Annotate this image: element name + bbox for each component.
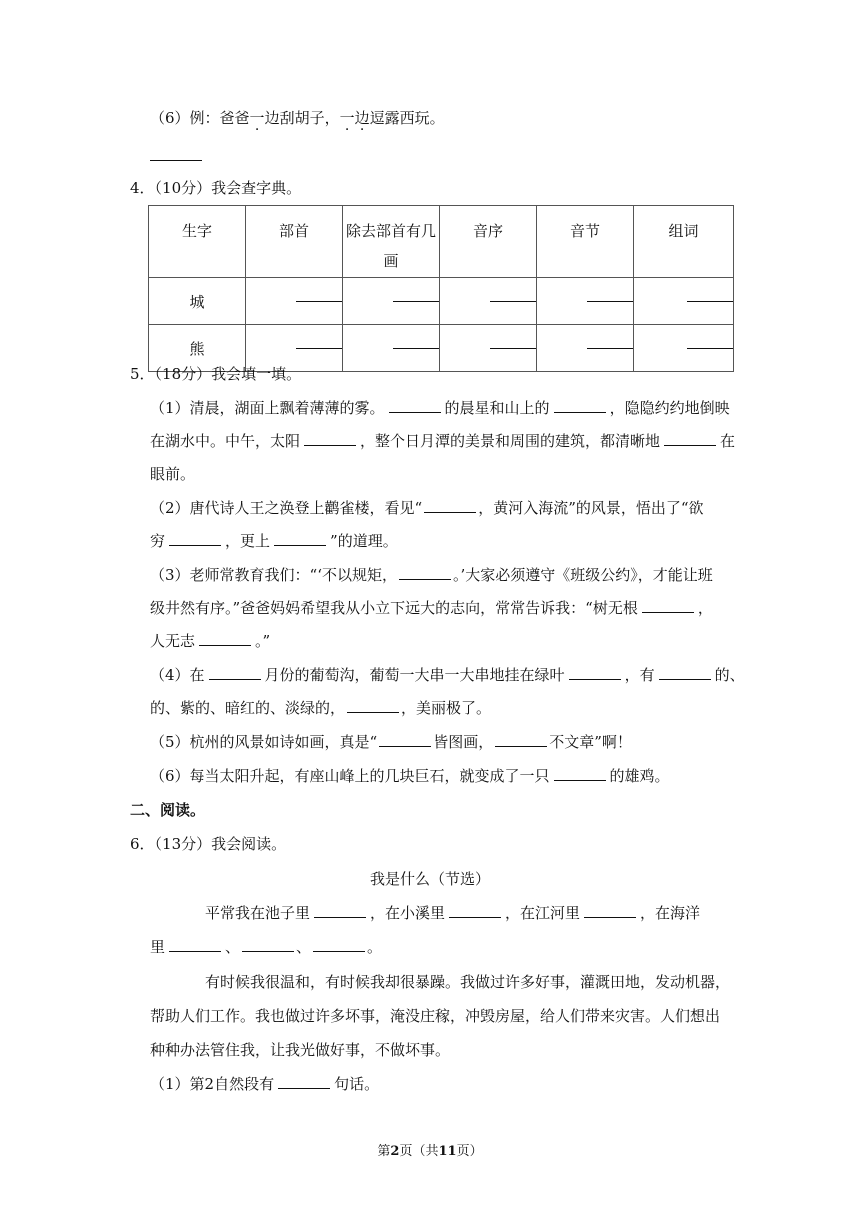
answer-blank[interactable]	[242, 937, 294, 952]
section-heading: 二、阅读。	[130, 801, 206, 819]
page-number: 2	[390, 1144, 400, 1159]
q3-6-mid: 边刮胡子，	[264, 109, 340, 127]
answer-blank[interactable]	[199, 631, 251, 646]
answer-cell[interactable]	[343, 278, 440, 325]
header-cell: 除去部首有几画	[343, 206, 440, 278]
passage-line: 里 、 、 。	[150, 938, 383, 956]
char-cell: 熊	[149, 325, 246, 372]
q5-line: （2）唐代诗人王之涣登上鹳雀楼，看见“ ，黄河入海流”的风景，悟出了“欲	[150, 499, 704, 517]
answer-cell[interactable]	[537, 278, 634, 325]
q5-line: （4）在 月份的葡萄沟，葡萄一大串一大串地挂在绿叶 ，有 的、	[150, 666, 745, 684]
answer-blank[interactable]	[209, 665, 261, 680]
answer-blank[interactable]	[642, 598, 694, 613]
answer-blank[interactable]	[449, 903, 501, 918]
table-row	[149, 278, 734, 325]
q6-title: 6．（13分）我会阅读。	[130, 835, 287, 853]
answer-blank[interactable]	[314, 903, 366, 918]
header-cell: 组词	[634, 206, 734, 278]
q5-line: 的、紫的、暗红的、淡绿的， ，美丽极了。	[150, 699, 492, 717]
answer-blank[interactable]	[278, 1074, 330, 1089]
q3-6-example	[150, 108, 445, 128]
table-header-row	[149, 206, 734, 278]
answer-blank[interactable]	[554, 766, 606, 781]
answer-blank[interactable]	[379, 732, 431, 747]
answer-blank[interactable]	[424, 498, 476, 513]
answer-blank[interactable]	[495, 732, 547, 747]
passage-line: 有时候我很温和，有时候我却很暴躁。我做过许多好事，灌溉田地，发动机器，	[205, 973, 731, 991]
answer-cell[interactable]	[537, 325, 634, 372]
header-cell: 部首	[246, 206, 343, 278]
q5-line: 人无志 。”	[150, 632, 271, 650]
answer-blank[interactable]	[659, 665, 711, 680]
passage-line: 平常我在池子里 ，在小溪里 ，在江河里 ，在海洋	[205, 904, 701, 922]
q5-line: （6）每当太阳升起，有座山峰上的几块巨石，就变成了一只 的雄鸡。	[150, 767, 670, 785]
passage-title: 我是什么（节选）	[369, 870, 490, 888]
answer-blank[interactable]	[664, 431, 716, 446]
emphasis-char: 边	[354, 109, 370, 127]
answer-blank[interactable]	[169, 937, 221, 952]
q5-line: （1）清晨，湖面上飘着薄薄的雾。 的晨星和山上的 ，隐隐约约地倒映	[150, 399, 730, 417]
page-footer: 第2页（共11页）	[377, 1144, 483, 1159]
q3-6-suffix: 逗露西玩。	[369, 109, 445, 127]
answer-blank[interactable]	[584, 903, 636, 918]
q5-line: 级井然有序。”爸爸妈妈希望我从小立下远大的志向，常常告诉我：“树无根 ，	[150, 599, 713, 617]
q5-line: 穷 ，更上 ”的道理。	[150, 532, 398, 550]
q5-line: （3）老师常教育我们：“‘不以规矩， 。’大家必须遵守《班级公约》，才能让班	[150, 566, 713, 584]
emphasis-char: 一	[249, 109, 265, 127]
answer-blank[interactable]	[274, 531, 326, 546]
answer-blank[interactable]	[399, 565, 451, 580]
total-pages: 11	[438, 1144, 457, 1159]
q5-line: （5）杭州的风景如诗如画，真是“ 皆图画， 不文章”啊！	[150, 733, 632, 751]
q6-sub-question: （1）第2自然段有 句话。	[150, 1075, 380, 1093]
answer-cell[interactable]	[343, 325, 440, 372]
answer-blank[interactable]	[347, 698, 399, 713]
answer-blank[interactable]	[304, 431, 356, 446]
answer-blank[interactable]	[150, 160, 202, 161]
answer-blank[interactable]	[569, 665, 621, 680]
answer-blank[interactable]	[389, 398, 441, 413]
header-cell: 音节	[537, 206, 634, 278]
q4-title: 4．（10分）我会查字典。	[130, 179, 302, 197]
answer-cell[interactable]	[634, 325, 734, 372]
q5-title: 5．（18分）我会填一填。	[130, 365, 302, 383]
answer-cell[interactable]	[634, 278, 734, 325]
answer-cell[interactable]	[440, 278, 537, 325]
q5-line: 在湖水中。中午，太阳 ，整个日月潭的美景和周围的建筑，都清晰地 在	[150, 432, 736, 450]
answer-cell[interactable]	[440, 325, 537, 372]
answer-blank[interactable]	[169, 531, 221, 546]
passage-line: 帮助人们工作。我也做过许多坏事，淹没庄稼，冲毁房屋，给人们带来灾害。人们想出	[150, 1007, 721, 1025]
answer-blank[interactable]	[554, 398, 606, 413]
header-cell: 生字	[149, 206, 246, 278]
answer-cell[interactable]	[246, 278, 343, 325]
q3-6-prefix: （6）例：爸爸	[150, 109, 250, 127]
answer-blank[interactable]	[313, 937, 365, 952]
q5-line: 眼前。	[150, 465, 196, 483]
char-cell: 城	[149, 278, 246, 325]
emphasis-char: 一	[339, 109, 355, 127]
header-cell: 音序	[440, 206, 537, 278]
passage-line: 种种办法管住我，让我光做好事，不做坏事。	[150, 1041, 451, 1059]
dictionary-table	[148, 205, 734, 372]
